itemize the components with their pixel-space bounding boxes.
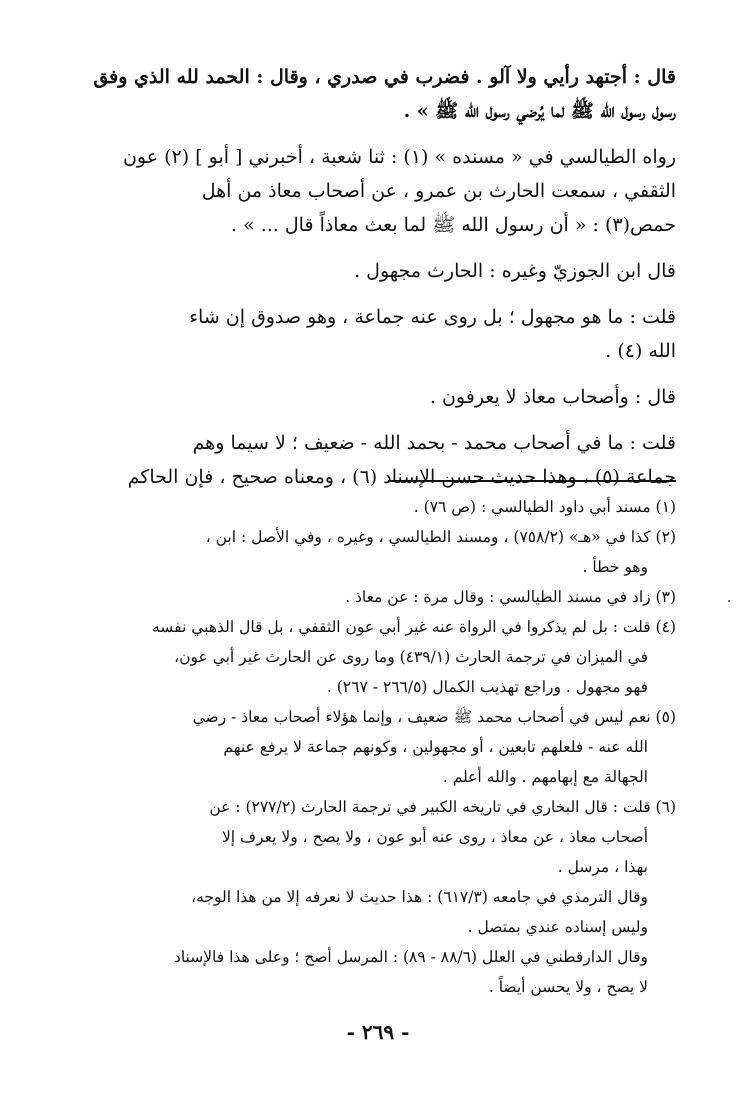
footnotes-block	[78, 492, 676, 1002]
footnote-line: (٥) نعم ليس في أصحاب محمد ﷺ ضعيف ، وإنما هؤلاء أصحاب معاذ - رضي	[192, 708, 676, 726]
main-text-line: حمص(٣) : « أن رسول الله ﷺ لما بعث معاذاً قال ... » .	[230, 214, 676, 236]
footnote-line: (١) مسند أبي داود الطيالسي : (ص ٧٦) .	[413, 498, 676, 516]
page-number: - ٢٦٩ -	[346, 1020, 410, 1044]
footnote-line: وقال الدارقطني في العلل (٨٨/٦ - ٨٩) : المرسل أصح ؛ وعلى هذا فالإسناد	[173, 948, 648, 966]
main-text-line: قال ابن الجوزيّ وغيره : الحارث مجهول .	[354, 260, 676, 282]
main-text-line: جماعة (٥) ، وهذا حديث حسن الإسناد (٦) ، ومعناه صحيح ، فإن الحاكم	[127, 466, 676, 488]
main-text-line: قلت : ما هو مجهول ؛ بل روى عنه جماعة ، وهو صدوق إن شاء	[189, 306, 676, 328]
footnote-line: فهو مجهول . وراجع تهذيب الكمال (٢٦٦/٥ - ٢٦٧) .	[326, 678, 648, 696]
footnote-line: وليس إسناده عندي بمتصل .	[467, 918, 648, 936]
footnote-line: لا يصح ، ولا يحسن أيضاً .	[488, 978, 648, 996]
footnote-line: (٣) زاد في مسند الطيالسي : وقال مرة : عن معاذ .	[345, 588, 676, 606]
footnote-line: (٤) قلت : بل لم يذكروا في الرواة عنه غير أبي عون الثقفي ، بل قال الذهبي نفسه	[152, 618, 676, 636]
main-text-line: قال : أجتهد رأيي ولا آلو . فضرب في صدري ، وقال : الحمد لله الذي وفق	[93, 66, 676, 88]
footnote-line: (٦) قلت : قال البخاري في تاريخه الكبير في ترجمة الحارث (٢٧٧/٢) : عن	[209, 798, 676, 816]
main-text-block	[78, 60, 676, 494]
footnote-line: الله عنه - فلعلهم تابعين ، أو مجهولين ، وكونهم جماعة لا يرفع عنهم	[223, 738, 648, 756]
footnote-line: (٢) كذا في «هـ» (٧٥٨/٢) ، ومسند الطيالسي ، وغيره ، وفي الأصل : ابن ،	[205, 528, 676, 546]
main-text-line: قال : وأصحاب معاذ لا يعرفون .	[429, 386, 676, 408]
footnote-line: في الميزان في ترجمة الحارث (٤٣٩/١) وما روى عن الحارث غير أبي عون،	[174, 648, 648, 666]
footnote-line: وهو خطأ .	[582, 558, 648, 576]
footnote-separator	[388, 480, 676, 482]
main-text-line: الثقفي ، سمعت الحارث بن عمرو ، عن أصحاب معاذ من أهل	[201, 180, 676, 202]
main-text-line: قلت : ما في أصحاب محمد - بحمد الله - ضعيف ؛ لا سيما وهم	[192, 432, 676, 454]
scan-speck	[728, 600, 730, 602]
footnote-line: أصحاب معاذ ، عن معاذ ، روى عنه أبو عون ، ولا يصح ، ولا يعرف إلا	[221, 828, 648, 846]
main-text-line: رواه الطيالسي في « مسنده » (١) : ثنا شعبة ، أخبرني [ أبو ] (٢) عون	[122, 146, 676, 168]
main-text-line: الله (٤) .	[605, 340, 676, 362]
footnote-line: بهذا ، مرسل .	[557, 858, 648, 876]
footnote-line: الجهالة مع إبهامهم . والله أعلم .	[442, 768, 648, 786]
footnote-line: وقال الترمذي في جامعه (٦١٧/٣) : هذا حديث لا نعرفه إلا من هذا الوجه،	[191, 888, 648, 906]
main-text-line: رسول رسول الله ﷺ لما يُرضي رسول الله ﷺ » .	[403, 100, 676, 122]
